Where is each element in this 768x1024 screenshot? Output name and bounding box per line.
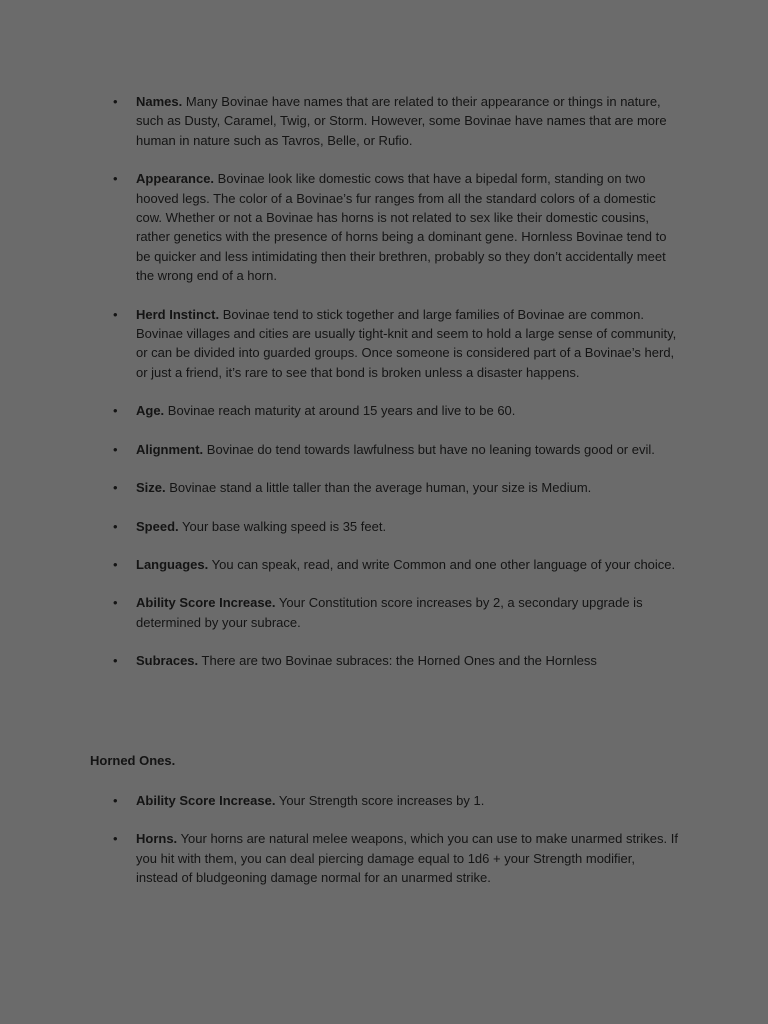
trait-text: Bovinae do tend towards lawfulness but have no leaning towards good or evil. bbox=[206, 441, 655, 457]
list-item bbox=[0, 593, 768, 632]
trait-text: Bovinae tend to stick together and large families of Bovinae are common. Bovinae villages and cities are usually tight-knit and seem to hold a large sense of community, or can be divided into guarded groups. Once someone is considered part of a Bovinae’s herd, or just a friend, it’s rare to see that bond is broken unless a disaster happens. bbox=[136, 306, 677, 380]
trait-term: Herd Instinct. bbox=[136, 306, 220, 322]
section-heading-horned-ones: Horned Ones. bbox=[90, 753, 176, 768]
trait-term: Subraces. bbox=[136, 653, 199, 669]
trait-text: Your Constitution score increases by 2, a secondary upgrade is determined by your subrace. bbox=[136, 595, 643, 630]
list-item bbox=[0, 651, 768, 670]
trait-text: You can speak, read, and write Common and one other language of your choice. bbox=[211, 556, 676, 572]
trait-text: Bovinae stand a little taller than the average human, your size is Medium. bbox=[169, 480, 592, 496]
trait-text: Your base walking speed is 35 feet. bbox=[182, 518, 387, 534]
trait-term: Size. bbox=[136, 480, 166, 496]
trait-text: Bovinae reach maturity at around 15 years and live to be 60. bbox=[167, 403, 516, 419]
list-item bbox=[0, 829, 768, 887]
trait-text: There are two Bovinae subraces: the Horned Ones and the Hornless bbox=[201, 653, 597, 669]
bovinae-traits-list bbox=[0, 92, 768, 690]
list-item bbox=[0, 401, 768, 420]
trait-text: Bovinae look like domestic cows that have a bipedal form, standing on two hooved legs. The color of a Bovinae’s fur ranges from all the standard colors of a domestic cow. Whether or not a Bovinae has horns is not related to sex like their domestic cousins, rather genetics with the presence of horns being a dominant gene. Hornless Bovinae tend to be quicker and less intimidating then their brethren, probably so they don’t accidentally meet the wrong end of a horn. bbox=[136, 171, 667, 284]
list-item bbox=[0, 791, 768, 810]
bullet-icon: • bbox=[113, 441, 118, 457]
bullet-icon: • bbox=[113, 403, 118, 419]
bullet-icon: • bbox=[113, 171, 118, 187]
bullet-icon: • bbox=[113, 518, 118, 534]
bullet-icon: • bbox=[113, 831, 118, 847]
trait-term: Horns. bbox=[136, 831, 178, 847]
trait-term: Languages. bbox=[136, 556, 209, 572]
list-item bbox=[0, 517, 768, 536]
list-item bbox=[0, 305, 768, 383]
trait-term: Ability Score Increase. bbox=[136, 793, 276, 808]
bullet-icon: • bbox=[113, 793, 118, 808]
trait-text: Many Bovinae have names that are related to their appearance or things in nature, such as Dusty, Caramel, Twig, or Storm. However, some Bovinae have names that are more human in nature such as Tavros, Belle, or Rufio. bbox=[136, 94, 667, 148]
bullet-icon: • bbox=[113, 306, 118, 322]
bullet-icon: • bbox=[113, 480, 118, 496]
bullet-icon: • bbox=[113, 94, 118, 109]
trait-term: Appearance. bbox=[136, 171, 215, 187]
bullet-icon: • bbox=[113, 556, 118, 572]
trait-term: Alignment. bbox=[136, 441, 204, 457]
trait-term: Ability Score Increase. bbox=[136, 595, 276, 611]
trait-term: Names. bbox=[136, 94, 183, 109]
list-item bbox=[0, 92, 768, 150]
bullet-icon: • bbox=[113, 653, 118, 669]
list-item bbox=[0, 169, 768, 285]
trait-text: Your horns are natural melee weapons, which you can use to make unarmed strikes. If you hit with them, you can deal piercing damage equal to 1d6 + your Strength modifier, instead of bludgeoning damage normal for an unarmed strike. bbox=[136, 831, 678, 886]
horned-ones-traits-list bbox=[0, 791, 768, 907]
list-item bbox=[0, 478, 768, 497]
list-item bbox=[0, 555, 768, 574]
bullet-icon: • bbox=[113, 595, 118, 611]
trait-term: Speed. bbox=[136, 518, 179, 534]
list-item bbox=[0, 440, 768, 459]
trait-text: Your Strength score increases by 1. bbox=[278, 793, 485, 808]
trait-term: Age. bbox=[136, 403, 165, 419]
